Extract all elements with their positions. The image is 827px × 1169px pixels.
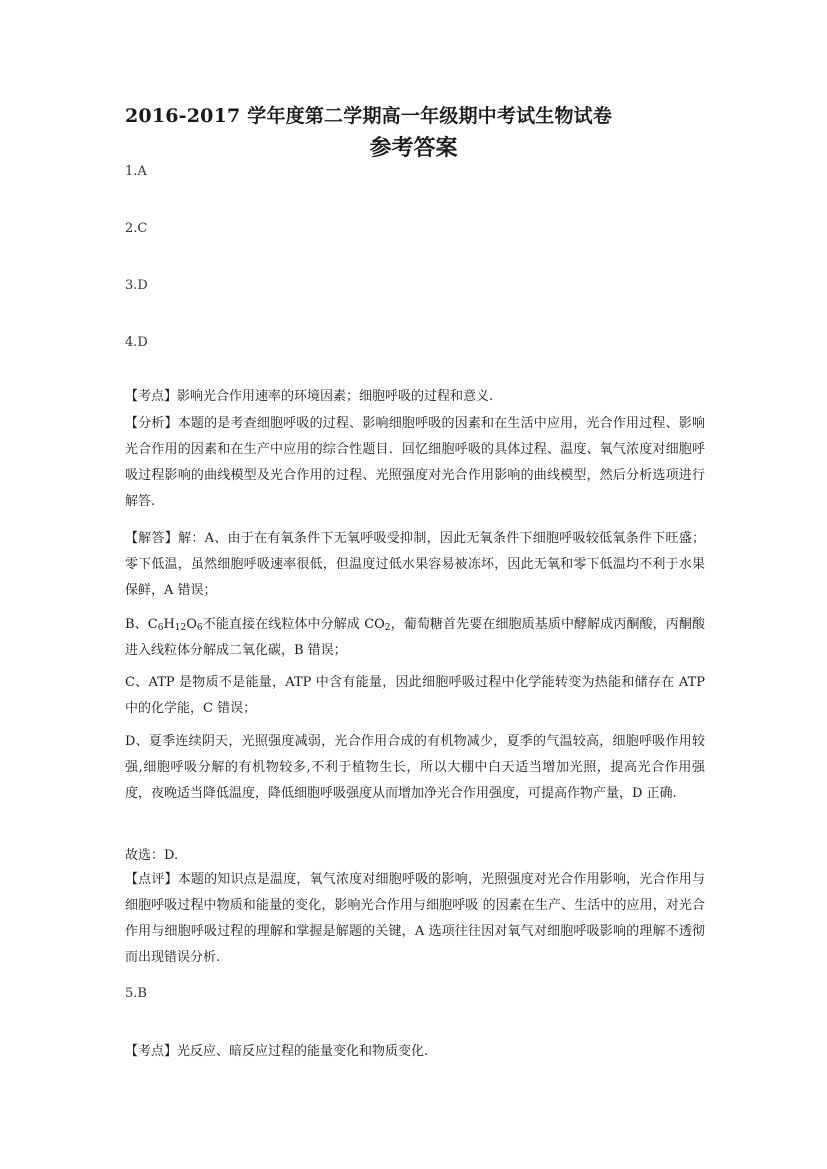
q4-option-b: B、$C_6H_{12}O_6$不能直接在线粒体中分解成 $CO_2$，葡萄糖首先要在细胞质基质中酵解成丙酮酸，丙酮酸进入线粒体分解成二氧化碳，B 错误； bbox=[125, 617, 705, 658]
answer-4: 4.D bbox=[125, 335, 148, 350]
answer-key-heading: 参考答案 bbox=[369, 135, 458, 161]
q4-fenxi: 【分析】本题的是考查细胞呼吸的过程、影响细胞呼吸的因素和在生活中应用，光合作用过程、影响光合作用的因素和在生产中应用的综合性题目．回忆细胞呼吸的具体过程、温度、氧气浓度对细胞呼吸过程影响的曲线模型及光合作用的过程、光照强度对光合作用影响的曲线模型，然后分析选项进行解答. bbox=[125, 416, 705, 509]
q4-option-d: D、夏季连续阴天，光照强度减弱，光合作用合成的有机物减少，夏季的气温较高，细胞呼吸作用较强,细胞呼吸分解的有机物较多,不利于植物生长，所以大棚中白天适当增加光照，提高光合作用强度，夜晚适当降低温度，降低细胞呼吸强度从而增加净光合作用强度，可提高作物产量，D 正确. bbox=[125, 734, 705, 801]
q4-guxuan: 故选：D. bbox=[125, 848, 179, 863]
exam-title: 2016-2017 学年度第二学期高一年级期中考试生物试卷 bbox=[125, 105, 613, 127]
q4-jieda-a: 【解答】解：A、由于在有氧条件下无氧呼吸受抑制，因此无氧条件下细胞呼吸较低氧条件下旺盛；零下低温，虽然细胞呼吸速率很低，但温度过低水果容易被冻坏，因此无氧和零下低温均不利于水果保鲜，A 错误； bbox=[125, 531, 705, 598]
answer-3: 3.D bbox=[125, 278, 148, 293]
q4-option-c: C、ATP 是物质不是能量，ATP 中含有能量，因此细胞呼吸过程中化学能转变为热能和储存在 ATP 中的化学能，C 错误； bbox=[125, 675, 705, 716]
answer-2: 2.C bbox=[125, 221, 148, 236]
q4-dianping: 【点评】本题的知识点是温度，氧气浓度对细胞呼吸的影响，光照强度对光合作用影响，光合作用与细胞呼吸过程中物质和能量的变化，影响光合作用与细胞呼吸 的因素在生产、生活中的应用，对光合作用与细胞呼吸过程的理解和掌握是解题的关键，A 选项往往因对氧气对细胞呼吸影响的理解不透彻而出现错误分析. bbox=[125, 872, 705, 965]
answer-5: 5.B bbox=[125, 986, 147, 1001]
q4-kaodian: 【考点】影响光合作用速率的环境因素；细胞呼吸的过程和意义. bbox=[125, 389, 494, 404]
answer-1: 1.A bbox=[125, 164, 147, 179]
q5-kaodian: 【考点】光反应、暗反应过程的能量变化和物质变化. bbox=[125, 1044, 429, 1059]
